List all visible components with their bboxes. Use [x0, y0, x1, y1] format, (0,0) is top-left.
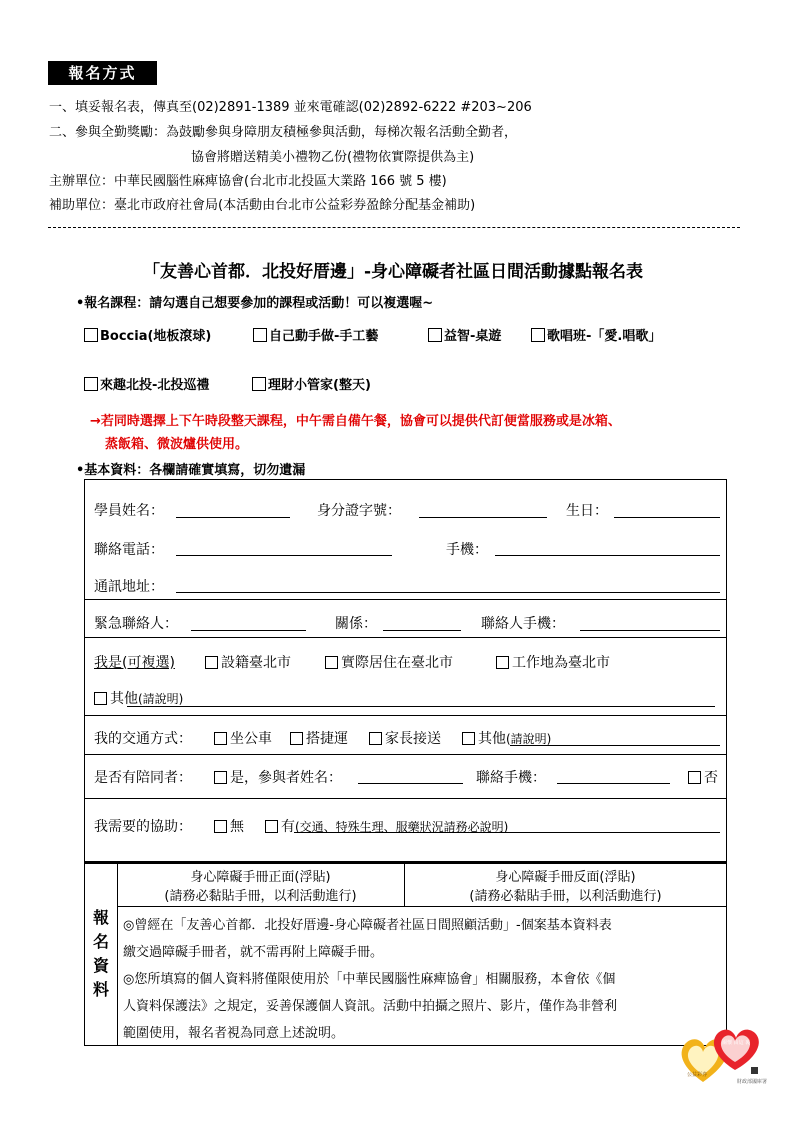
registration-form [84, 479, 727, 1046]
transport-other-input[interactable] [510, 745, 720, 746]
checkbox[interactable] [205, 656, 218, 669]
row-divider [85, 637, 726, 638]
checkbox[interactable] [252, 377, 266, 391]
checkbox[interactable] [214, 820, 227, 833]
row-divider [85, 715, 726, 716]
checkbox[interactable] [290, 732, 303, 745]
sponsor-line: 補助單位：臺北市政府社會局(本活動由台北市公益彩券盈餘分配基金補助) [49, 198, 476, 213]
transport-option-other[interactable]: 其他 (請說明) [462, 728, 551, 748]
row-divider [85, 599, 726, 600]
attachment-notes: ◎曾經在「友善心首都．北投好厝邊-身心障礙者社區日間照顧活動」-個案基本資料表 繳交過障礙手冊者，就不需再附上障礙手冊。 ◎您所填寫的個人資料將僅限使用於「中華民國腦性麻痺協會」相關服務，本會依《個 人資料保護法》之規定，妥善保護個人資訊。活動中拍攝之照片、影片，僅作為非營利 範圍使用，報名者視為同意上述說明。 [123, 918, 618, 1041]
birthday-label: 生日： [566, 503, 608, 519]
section-header: 報名方式 [48, 61, 157, 85]
birthday-input[interactable] [614, 517, 720, 518]
public-lottery-logo: 公益彩券 關懷 由這 裏 財政部國庫署 [675, 1020, 770, 1092]
checkbox[interactable] [688, 771, 701, 784]
companion-phone-label: 聯絡手機： [476, 770, 546, 786]
name-input[interactable] [176, 517, 290, 518]
organizer-line: 主辦單位：中華民國腦性麻痺協會(台北市北投區大業路 166 號 5 樓) [49, 174, 447, 189]
checkbox[interactable] [496, 656, 509, 669]
identity-option-other[interactable]: 其他 (請說明) [94, 688, 183, 708]
contact-mobile-label: 聯絡人手機： [481, 616, 565, 632]
address-input[interactable] [176, 592, 720, 593]
checkbox[interactable] [428, 328, 442, 342]
phone-input[interactable] [176, 555, 392, 556]
attachment-divider [117, 906, 726, 907]
mobile-label: 手機： [446, 542, 488, 558]
companion-phone-input[interactable] [557, 783, 670, 784]
transport-option-mrt[interactable]: 搭捷運 [290, 728, 348, 748]
basic-info-heading: •基本資料：各欄請確實填寫，切勿遺漏 [76, 463, 306, 478]
relation-label: 關係： [335, 616, 377, 632]
checkbox[interactable] [214, 771, 227, 784]
checkbox[interactable] [462, 732, 475, 745]
companion-name-input[interactable] [358, 783, 463, 784]
row-divider [85, 754, 726, 755]
id-card-front-box: 身心障礙手冊正面(浮貼) (請務必黏貼手冊，以利活動進行) [164, 870, 357, 904]
identity-option-registered[interactable]: 設籍臺北市 [205, 652, 291, 672]
course-option-boccia[interactable]: Boccia(地板滾球) [84, 325, 211, 344]
checkbox[interactable] [253, 328, 267, 342]
notice-line-2: 蒸飯箱、微波爐供使用。 [105, 437, 249, 452]
transport-option-bus[interactable]: 坐公車 [214, 728, 272, 748]
companion-yes-option[interactable]: 是，參與者姓名： [214, 767, 342, 787]
name-label: 學員姓名： [94, 503, 164, 519]
emergency-label: 緊急聯絡人： [94, 616, 178, 632]
emergency-input[interactable] [191, 630, 306, 631]
checkbox[interactable] [214, 732, 227, 745]
identity-option-work[interactable]: 工作地為臺北市 [496, 652, 610, 672]
course-option-handcraft[interactable]: 自己動手做-手工藝 [253, 325, 378, 344]
contact-mobile-input[interactable] [580, 630, 720, 631]
phone-label: 聯絡電話： [94, 542, 164, 558]
assist-label: 我需要的協助： [94, 819, 192, 835]
info-line-1: 一、填妥報名表，傳真至(02)2891-1389 並來電確認(02)2892-6222 #203~206 [49, 100, 532, 115]
id-card-back-box: 身心障礙手冊反面(浮貼) (請務必黏貼手冊，以利活動進行) [469, 870, 662, 904]
checkbox[interactable] [84, 328, 98, 342]
row-divider [85, 798, 726, 799]
info-line-3: 協會將贈送精美小禮物乙份(禮物依實際提供為主) [191, 150, 475, 165]
identity-option-resident[interactable]: 實際居住在臺北市 [325, 652, 453, 672]
course-option-singing[interactable]: 歌唱班-「愛.唱歌」 [531, 325, 661, 344]
course-option-boardgame[interactable]: 益智-桌遊 [428, 325, 501, 344]
assist-note-input[interactable] [294, 832, 720, 833]
checkbox[interactable] [94, 692, 107, 705]
course-option-finance[interactable]: 理財小管家(整天) [252, 374, 371, 393]
info-line-2: 二、參與全勤獎勵：為鼓勵參與身障朋友積極參與活動，每梯次報名活動全勤者， [49, 125, 518, 140]
checkbox[interactable] [265, 820, 278, 833]
transport-label: 我的交通方式： [94, 731, 192, 747]
courses-heading: •報名課程：請勾選自己想要參加的課程或活動！可以複選喔~ [76, 296, 434, 311]
checkbox[interactable] [531, 328, 545, 342]
companion-no-option[interactable]: 否 [688, 767, 718, 787]
identity-label: 我是(可複選) [94, 655, 175, 671]
notice-line-1: →若同時選擇上下午時段整天課程，中午需自備午餐，協會可以提供代訂便當服務或是冰箱、 [90, 414, 621, 429]
course-option-beitou-tour[interactable]: 來趣北投-北投巡禮 [84, 374, 209, 393]
mobile-input[interactable] [495, 555, 720, 556]
dashed-divider [48, 227, 740, 228]
relation-input[interactable] [383, 630, 461, 631]
checkbox[interactable] [84, 377, 98, 391]
id-label: 身分證字號： [317, 503, 401, 519]
form-title: 「友善心首都．北投好厝邊」-身心障礙者社區日間活動據點報名表 [142, 262, 644, 282]
assist-yes-option[interactable]: 有 (交通、特殊生理、服藥狀況請務必說明) [265, 816, 508, 836]
assist-no-option[interactable]: 無 [214, 816, 244, 836]
checkbox[interactable] [325, 656, 338, 669]
identity-other-input[interactable] [127, 706, 715, 707]
checkbox[interactable] [369, 732, 382, 745]
transport-option-parent[interactable]: 家長接送 [369, 728, 441, 748]
address-label: 通訊地址： [94, 579, 164, 595]
id-input[interactable] [419, 517, 547, 518]
section-divider [85, 861, 726, 864]
attachment-side-label: 報 名 資 料 [92, 908, 109, 999]
companion-label: 是否有陪同者： [94, 770, 192, 786]
